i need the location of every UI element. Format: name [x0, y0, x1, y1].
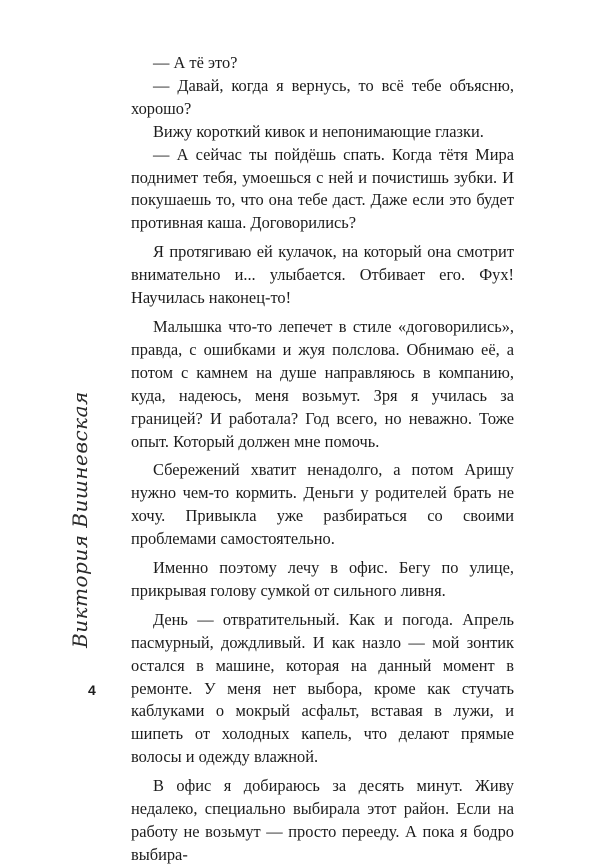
paragraph-8: Именно поэтому лечу в офис. Бегу по улице, прикрывая голову сумкой от сильного ливня.: [131, 558, 514, 600]
paragraph-9: День — отвратительный. Как и погода. Апрель пасмурный, дождливый. И как назло — мой зонтик остался в машине, которая на данный момент в ремонте. У меня нет выбора, кроме как стучать каблуками о мокрый асфальт, вставая в лужи, и шипеть от холодных капель, что делают прямые волосы и одежду влажной.: [131, 609, 514, 767]
running-author-name: Виктория Вишневская: [68, 391, 92, 648]
paragraph-1: — А тё это?: [153, 53, 238, 72]
paragraph-7: Сбережений хватит ненадолго, а потом Аришу нужно чем-то кормить. Деньги у родителей брать не хочу. Привыкла уже разбираться со своими проблемами самостоятельно.: [131, 460, 514, 549]
body-text: [131, 52, 514, 867]
paragraph-5: Я протягиваю ей кулачок, на который она смотрит внимательно и... улыбается. Отбивает его. Фух! Научилась наконец-то!: [131, 242, 514, 308]
paragraph-4: — А сейчас ты пойдёшь спать. Когда тётя Мира поднимет тебя, умоешься с ней и почистишь зубки. И покушаешь то, что она тебе даст. Даже если это будет противная каша. Договорились?: [131, 144, 514, 233]
paragraph-6: Малышка что-то лепечет в стиле «договорились», правда, с ошибками и жуя полслова. Обнимаю её, а потом с камнем на душе направляюсь в компанию, куда, надеюсь, меня возьмут. Зря я училась за границей? И работала? Год всего, но неважно. Тоже опыт. Который должен мне помочь.: [131, 316, 514, 451]
paragraph-10: В офис я добираюсь за десять минут. Живу недалеко, специально выбирала этот район. Если на работу не возьмут — просто перееду. А пока я бодро выбира-: [131, 776, 514, 864]
page-number: 4: [88, 682, 96, 698]
paragraph-2: — Давай, когда я вернусь, то всё тебе объясню, хорошо?: [131, 75, 514, 118]
paragraph-3: Вижу короткий кивок и непонимающие глазки.: [153, 121, 484, 141]
